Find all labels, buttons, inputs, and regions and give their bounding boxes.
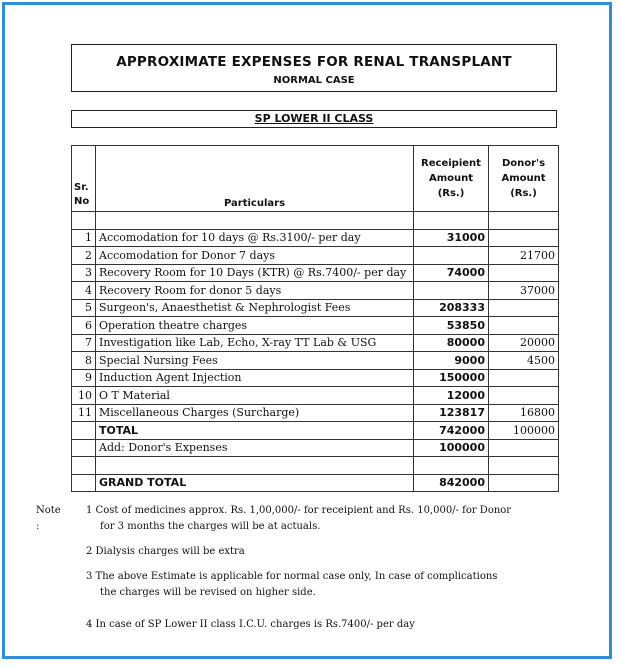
row-recipient-amount: 80000 (414, 334, 489, 352)
header-sr-no-line1: Sr. (74, 182, 89, 193)
class-label: SP LOWER II CLASS (254, 112, 374, 125)
spacer-cell (489, 457, 559, 475)
row-particular: Induction Agent Injection (96, 369, 414, 387)
row-number: 8 (72, 352, 96, 370)
row-donor-amount (489, 264, 559, 282)
total-recipient: 742000 (414, 422, 489, 440)
header-sr-no-line2: No (74, 196, 90, 207)
row-particular: Special Nursing Fees (96, 352, 414, 370)
table-row (72, 317, 559, 335)
spacer-row (72, 457, 559, 475)
note-line1: 1 Cost of medicines approx. Rs. 1,00,000/- for receipient and Rs. 10,000/- for Donor (86, 505, 512, 516)
header-donor-line1: Donor's (501, 158, 546, 169)
table-row (72, 369, 559, 387)
row-particular: Recovery Room for 10 Days (KTR) @ Rs.7400/- per day (96, 264, 414, 282)
table-row (72, 264, 559, 282)
row-number: 2 (72, 247, 96, 265)
header-donor-line2: Amount (501, 173, 546, 184)
grand-total-row (72, 474, 559, 492)
add-donor-row (72, 439, 559, 457)
note-line2: the charges will be revised on higher side. (100, 587, 316, 598)
row-particular: Surgeon's, Anaesthetist & Nephrologist Fees (96, 299, 414, 317)
add-donor-recipient: 100000 (414, 439, 489, 457)
table-header-row (72, 146, 559, 212)
row-recipient-amount: 53850 (414, 317, 489, 335)
table-row (72, 352, 559, 370)
row-number: 4 (72, 282, 96, 300)
table-row (72, 282, 559, 300)
total-label: TOTAL (96, 422, 414, 440)
header-recipient-amount (414, 146, 489, 212)
header-donor-line3: (Rs.) (510, 188, 537, 199)
header-particulars: Particulars (96, 146, 414, 212)
spacer-cell (96, 457, 414, 475)
row-number: 9 (72, 369, 96, 387)
note-item (86, 503, 511, 535)
spacer-cell (414, 457, 489, 475)
add-donor-donor (489, 439, 559, 457)
header-recipient-line1: Receipient (421, 158, 481, 169)
row-recipient-amount: 9000 (414, 352, 489, 370)
row-particular: Accomodation for 10 days @ Rs.3100/- per day (96, 229, 414, 247)
row-recipient-amount: 12000 (414, 387, 489, 405)
row-particular: Operation theatre charges (96, 317, 414, 335)
add-donor-label: Add: Donor's Expenses (96, 439, 414, 457)
table-row (72, 299, 559, 317)
note-line1: 4 In case of SP Lower II class I.C.U. charges is Rs.7400/- per day (86, 619, 415, 630)
grand-total-label: GRAND TOTAL (96, 474, 414, 492)
header-recipient-line2: Amount (428, 173, 474, 184)
total-row (72, 422, 559, 440)
row-donor-amount (489, 387, 559, 405)
document-title: APPROXIMATE EXPENSES FOR RENAL TRANSPLANT (116, 54, 512, 70)
note-item (86, 569, 497, 601)
note-line1: 2 Dialysis charges will be extra (86, 546, 245, 557)
row-recipient-amount: 208333 (414, 299, 489, 317)
class-label-box (71, 110, 557, 128)
row-recipient-amount: 31000 (414, 229, 489, 247)
grand-total-donor (489, 474, 559, 492)
spacer-row (72, 212, 559, 230)
row-number: 1 (72, 229, 96, 247)
row-donor-amount: 20000 (489, 334, 559, 352)
row-number: 11 (72, 404, 96, 422)
row-number: 10 (72, 387, 96, 405)
row-recipient-amount: 74000 (414, 264, 489, 282)
title-box (71, 44, 557, 92)
row-donor-amount: 37000 (489, 282, 559, 300)
row-donor-amount (489, 229, 559, 247)
row-number: 7 (72, 334, 96, 352)
document-subtitle: NORMAL CASE (273, 75, 355, 86)
notes-label: Note : (36, 505, 61, 532)
add-donor-no (72, 439, 96, 457)
row-number: 3 (72, 264, 96, 282)
row-donor-amount: 16800 (489, 404, 559, 422)
row-recipient-amount (414, 247, 489, 265)
header-donor-amount (489, 146, 559, 212)
table-row (72, 334, 559, 352)
row-particular: O T Material (96, 387, 414, 405)
row-particular: Recovery Room for donor 5 days (96, 282, 414, 300)
note-line2: for 3 months the charges will be at actuals. (100, 521, 321, 532)
row-donor-amount: 21700 (489, 247, 559, 265)
grand-total-no (72, 474, 96, 492)
header-sr-no (72, 146, 96, 212)
header-recipient-line3: (Rs.) (437, 188, 465, 199)
total-no (72, 422, 96, 440)
note-item (86, 617, 415, 633)
row-particular: Accomodation for Donor 7 days (96, 247, 414, 265)
table-row (72, 387, 559, 405)
row-recipient-amount: 150000 (414, 369, 489, 387)
table-row (72, 404, 559, 422)
row-donor-amount (489, 299, 559, 317)
expenses-table-body (72, 146, 559, 492)
expenses-table (71, 145, 559, 492)
row-donor-amount (489, 317, 559, 335)
row-donor-amount: 4500 (489, 352, 559, 370)
row-number: 6 (72, 317, 96, 335)
grand-total-recipient: 842000 (414, 474, 489, 492)
table-row (72, 247, 559, 265)
row-particular: Miscellaneous Charges (Surcharge) (96, 404, 414, 422)
note-item (86, 544, 245, 560)
row-donor-amount (489, 369, 559, 387)
row-recipient-amount: 123817 (414, 404, 489, 422)
row-recipient-amount (414, 282, 489, 300)
total-donor: 100000 (489, 422, 559, 440)
table-row (72, 229, 559, 247)
row-particular: Investigation like Lab, Echo, X-ray TT Lab & USG (96, 334, 414, 352)
note-line1: 3 The above Estimate is applicable for normal case only, In case of complications (86, 571, 498, 582)
spacer-cell (72, 457, 96, 475)
row-number: 5 (72, 299, 96, 317)
